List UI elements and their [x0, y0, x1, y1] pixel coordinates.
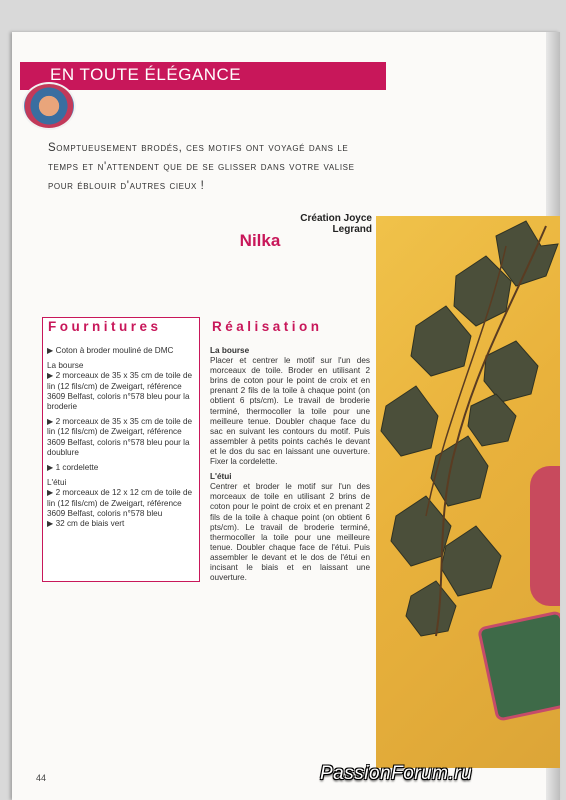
supplies-subheading: L'étui [47, 478, 67, 488]
supplies-line: ▶ 32 cm de biais vert [47, 519, 125, 529]
intro-paragraph: Somptueusement brodés, ces motifs ont voyagé dans le temps et n'attendent que de se glisser dans votre valise pour éblouir d'autres cieux ! [48, 142, 355, 192]
instructions-heading: Réalisation [212, 319, 323, 334]
supplies-heading: Fournitures [48, 319, 162, 334]
section-title: EN TOUTE ÉLÉGANCE [50, 65, 242, 84]
design-credit: Création Joyce Legrand [300, 213, 372, 235]
bourse-instructions: Placer et centrer le motif sur l'un des morceaux de toile. Broder en utilisant 2 brins de coton pour le point de croix et en prenant 2 fils de la toile à chaque point (on obtient 6 pts/cm). Le travail de broderie terminé, thermocoller la toile pour une meilleure tenue. Doubler chaque face du sac en suivant les contours du motif. Puis assembler à petits points cachés le devant et le dos du sac en laissant une ouverture. Fixer la cordelette. [210, 356, 370, 467]
supplies-subheading: La bourse [47, 361, 84, 371]
embroidered-bag-edge [530, 466, 560, 606]
supplies-line: ▶ 2 morceaux de 12 x 12 cm de toile de lin (12 fils/cm) de Zweigart, référence 3609 Belfast, coloris n°578 bleu [47, 488, 193, 518]
supplies-list [47, 346, 197, 534]
section-title-bar [20, 62, 386, 90]
product-photo [376, 216, 560, 768]
embroidery-medallion-icon [22, 82, 76, 130]
site-watermark: PassionForum.ru [320, 763, 473, 784]
supplies-line: ▶ Coton à broder mouliné de DMC [47, 346, 174, 355]
page-number: 44 [36, 773, 47, 783]
instructions-text [210, 346, 370, 588]
bourse-subheading: La bourse [210, 346, 250, 355]
magazine-page [12, 32, 560, 800]
etui-instructions: Centrer et broder le motif sur l'un des morceaux de toile en utilisant 2 brins de coton pour le point de croix et en prenant 2 fils de la toile à chaque point (on obtient 6 pts/cm). Le travail de broderie terminé, thermocoller la toile pour une meilleure tenue. Doubler chaque face de l'étui. Puis assembler le devant et le dos de l'étui en incisant le biais et en laissant une ouverture. [210, 482, 370, 583]
model-name: Nilka [239, 231, 281, 250]
show-through-ghost-text [382, 92, 542, 202]
etui-subheading: L'étui [210, 472, 232, 482]
supplies-line: ▶ 1 cordelette [47, 463, 99, 473]
supplies-line: ▶ 2 morceaux de 35 x 35 cm de toile de lin (12 fils/cm) de Zweigart, référence 3609 Belfast, coloris n°578 bleu pour la broderie [47, 371, 193, 412]
supplies-line: ▶ 2 morceaux de 35 x 35 cm de toile de lin (12 fils/cm) de Zweigart, référence 3609 Belfast, coloris n°578 bleu pour la doublure [47, 417, 193, 457]
